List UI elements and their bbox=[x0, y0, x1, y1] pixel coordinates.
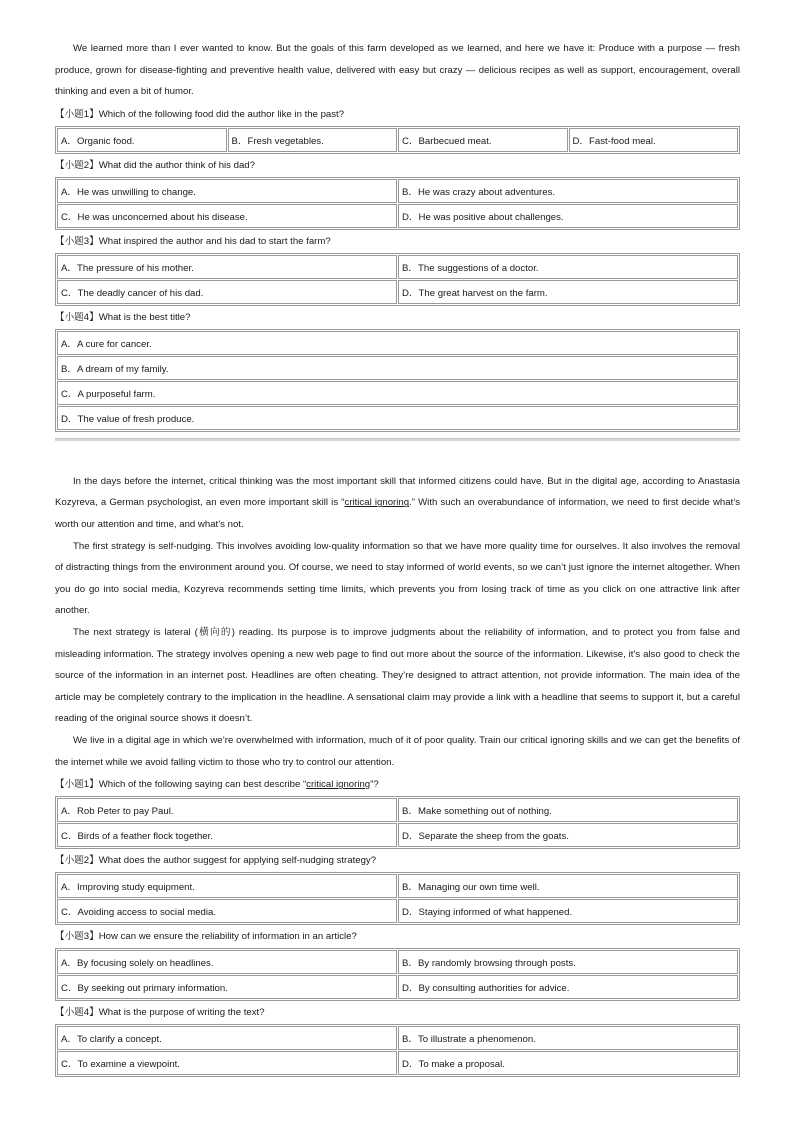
option-a[interactable]: A．To clarify a concept. bbox=[57, 1026, 397, 1050]
option-d[interactable]: D．He was positive about challenges. bbox=[398, 204, 738, 228]
option-a[interactable]: A．Organic food. bbox=[57, 128, 227, 152]
option-d[interactable]: D．To make a proposal. bbox=[398, 1051, 738, 1075]
option-b[interactable]: B．Managing our own time well. bbox=[398, 874, 738, 898]
exam-page bbox=[55, 38, 740, 1077]
options-table bbox=[55, 796, 740, 849]
option-a[interactable]: A．A cure for cancer. bbox=[57, 331, 738, 355]
option-c[interactable]: C．Avoiding access to social media. bbox=[57, 899, 397, 923]
option-c[interactable]: C．To examine a viewpoint. bbox=[57, 1051, 397, 1075]
paragraph-text: In the days before the internet, critical thinking was the most important skill that informed citizens could have. But in the digital age, according to Anastasia Kozyreva, a German psychologist, an even more important skill is “ bbox=[55, 475, 740, 509]
question-stem: 【小题4】What is the best title? bbox=[55, 311, 191, 323]
passage2-paragraph-4: We live in a digital age in which we’re overwhelmed with information, much of it of poor quality. Train our critical ignoring skills and we can get the benefits of the internet while we avoid falling victim to those who try to control our attention. bbox=[55, 734, 740, 768]
passage1-closing-paragraph: We learned more than I ever wanted to know. But the goals of this farm developed as we learned, and here we have it: Produce with a purpose — fresh produce, grown for disease-fighting and preventive health value, delivered with easy but crazy — delicious recipes as well as support, encouragement, overall thinking and even a bit of humor. bbox=[55, 43, 740, 98]
options-table bbox=[55, 872, 740, 925]
underlined-term: critical ignoring bbox=[344, 497, 410, 509]
underlined-term: critical ignoring bbox=[306, 779, 371, 791]
options-table bbox=[55, 177, 740, 230]
paragraph-text: .” With such an overabundance of information, we need to first decide what’s worth our attention and time, and what’s not. bbox=[55, 497, 740, 530]
passage2-paragraph-1 bbox=[55, 471, 740, 536]
passage2-paragraph-2: The first strategy is self-nudging. This involves avoiding low-quality information so that we have more quality time for ourselves. It also involves the removal of distracting things from the environment around you. Of course, we need to stay informed of world events, so we can’t just ignore the internet altogether. When you do go into social media, Kozyreva recommends setting time limits, which prevents you from losing track of time as you click on one attractive link after another. bbox=[55, 540, 740, 617]
option-b[interactable]: B．To illustrate a phenomenon. bbox=[398, 1026, 738, 1050]
option-a[interactable]: A．He was unwilling to change. bbox=[57, 179, 397, 203]
question-stem: 【小题2】What does the author suggest for applying self-nudging strategy? bbox=[55, 855, 377, 867]
options-table bbox=[55, 948, 740, 1001]
stem-text: ”? bbox=[370, 779, 379, 791]
option-c[interactable]: C．He was unconcerned about his disease. bbox=[57, 204, 397, 228]
options-table bbox=[55, 329, 740, 432]
options-table bbox=[55, 253, 740, 306]
option-a[interactable]: A．Improving study equipment. bbox=[57, 874, 397, 898]
option-c[interactable]: C．Birds of a feather flock together. bbox=[57, 823, 397, 847]
option-b[interactable]: B．He was crazy about adventures. bbox=[398, 179, 738, 203]
option-c[interactable]: C．The deadly cancer of his dad. bbox=[57, 280, 397, 304]
option-d[interactable]: D．Fast-food meal. bbox=[569, 128, 739, 152]
option-d[interactable]: D．By consulting authorities for advice. bbox=[398, 975, 738, 999]
option-d[interactable]: D．Separate the sheep from the goats. bbox=[398, 823, 738, 847]
option-a[interactable]: A．Rob Peter to pay Paul. bbox=[57, 798, 397, 822]
option-d[interactable]: D．The great harvest on the farm. bbox=[398, 280, 738, 304]
options-table bbox=[55, 1024, 740, 1077]
passage2-paragraph-3: The next strategy is lateral (横向的) reading. Its purpose is to improve judgments about the reliability of information, and to protect you from false and misleading information. The strategy involves opening a new web page to find out more about the source of the information. Likewise, it’s also good to check the source of the information in an internet post. Headlines are often cheating. They’re designed to attract attention, not provide information. The main idea of the article may be completely contrary to the implication in the headline. A sensational claim may provide a link with a headline that seems to support it, but a careful reading of the original source shows it doesn’t. bbox=[55, 626, 740, 725]
option-a[interactable]: A．By focusing solely on headlines. bbox=[57, 950, 397, 974]
stem-text: 【小题1】Which of the following saying can best describe “ bbox=[55, 779, 307, 791]
option-c[interactable]: C．By seeking out primary information. bbox=[57, 975, 397, 999]
options-table bbox=[55, 126, 740, 154]
question-stem: 【小题4】What is the purpose of writing the text? bbox=[55, 1007, 265, 1019]
option-b[interactable]: B．The suggestions of a doctor. bbox=[398, 255, 738, 279]
option-b[interactable]: B．A dream of my family. bbox=[57, 356, 738, 380]
option-b[interactable]: B．Fresh vegetables. bbox=[228, 128, 398, 152]
option-b[interactable]: B．Make something out of nothing. bbox=[398, 798, 738, 822]
question-stem bbox=[55, 776, 740, 793]
option-b[interactable]: B．By randomly browsing through posts. bbox=[398, 950, 738, 974]
option-d[interactable]: D．Staying informed of what happened. bbox=[398, 899, 738, 923]
option-c[interactable]: C．A purposeful farm. bbox=[57, 381, 738, 405]
option-d[interactable]: D．The value of fresh produce. bbox=[57, 406, 738, 430]
question-stem: 【小题3】How can we ensure the reliability of information in an article? bbox=[55, 931, 357, 943]
question-stem: 【小题1】Which of the following food did the author like in the past? bbox=[55, 108, 345, 120]
question-stem: 【小题2】What did the author think of his dad? bbox=[55, 159, 255, 171]
option-a[interactable]: A．The pressure of his mother. bbox=[57, 255, 397, 279]
option-c[interactable]: C．Barbecued meat. bbox=[398, 128, 568, 152]
question-stem: 【小题3】What inspired the author and his dad to start the farm? bbox=[55, 235, 331, 247]
